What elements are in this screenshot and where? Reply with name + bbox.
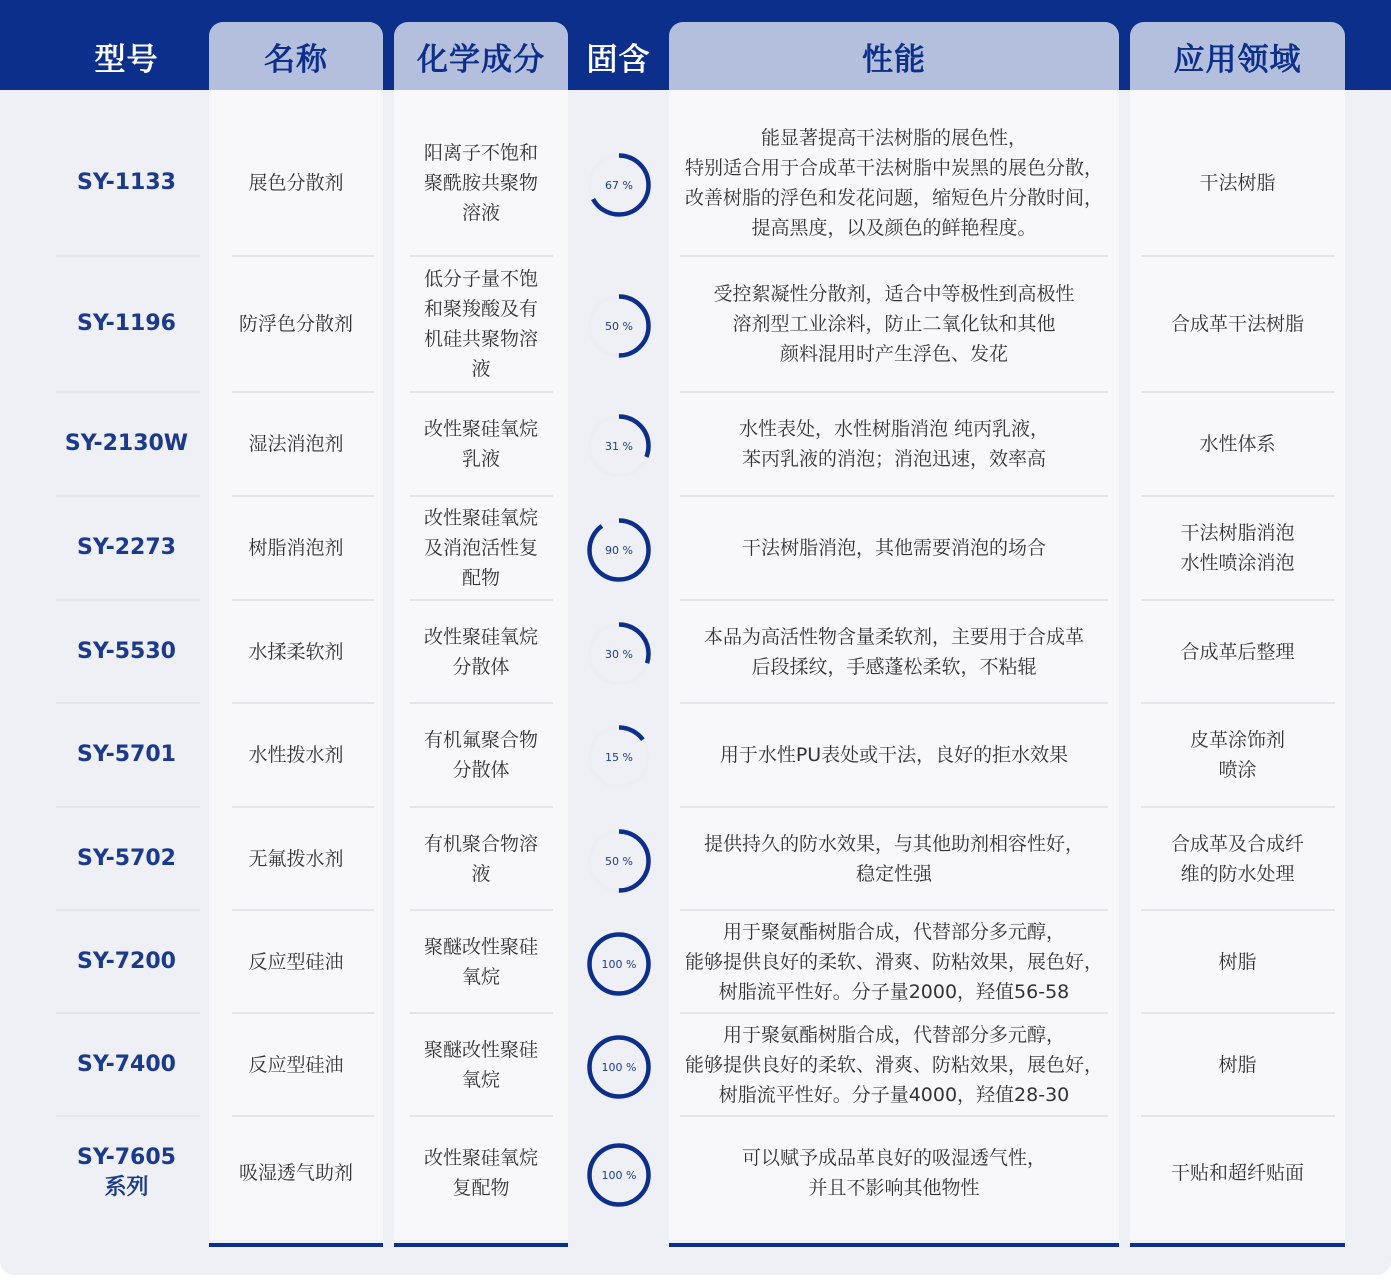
name-text: 水揉柔软剂: [248, 640, 344, 663]
solid-content-gauge: [587, 153, 651, 217]
performance-text: 可以赋予成品革良好的吸湿透气性， 并且不影响其他物性: [741, 1147, 1046, 1199]
cell-application: [1130, 807, 1345, 910]
application-text: 水性体系: [1199, 433, 1276, 455]
cell-chemistry: [394, 496, 568, 600]
application-text: 合成革后整理: [1180, 640, 1295, 663]
cell-model: [44, 600, 209, 703]
solid-content-gauge: [587, 294, 651, 358]
cell-application: [1130, 392, 1345, 496]
name-text: 湿法消泡剂: [248, 433, 344, 455]
solid-content-gauge: [587, 829, 651, 893]
cell-model: [44, 1013, 209, 1116]
cell-application: [1130, 1013, 1345, 1116]
cell-chemistry: [394, 256, 568, 392]
cell-name: [209, 110, 383, 256]
gauge-label: 67 %: [604, 179, 633, 192]
cell-model: [44, 256, 209, 392]
performance-text: 水性表处，水性树脂消泡 纯丙乳液， 苯丙乳液的消泡；消泡迅速，效率高: [738, 418, 1050, 470]
performance-text: 用于水性PU表处或干法，良好的拒水效果: [719, 744, 1069, 766]
gauge-label: 100 %: [601, 1060, 636, 1074]
cell-performance: [669, 600, 1119, 703]
header-chemistry: 化学成分: [394, 22, 568, 90]
application-text: 干法树脂消泡 水性喷涂消泡: [1180, 522, 1295, 574]
cell-application: [1130, 600, 1345, 703]
cell-model: [44, 110, 209, 256]
gauge-label: 30 %: [604, 647, 633, 661]
chemistry-text: 聚醚改性聚硅 氧烷: [423, 1038, 538, 1091]
cell-name: [209, 910, 383, 1013]
cell-name: [209, 256, 383, 392]
application-column-bottom-bar: [1130, 1243, 1345, 1247]
cell-performance: [669, 703, 1119, 807]
cell-name: [209, 392, 383, 496]
model-text: SY-5702: [77, 845, 176, 871]
header-performance: 性能: [669, 22, 1119, 90]
cell-application: [1130, 496, 1345, 600]
cell-chemistry: [394, 392, 568, 496]
application-text: 树脂: [1218, 1053, 1257, 1076]
cell-chemistry: [394, 600, 568, 703]
cell-name: [209, 600, 383, 703]
cell-performance: [669, 256, 1119, 392]
cell-name: [209, 1013, 383, 1116]
name-text: 水性拨水剂: [248, 744, 344, 766]
gauge-label: 31 %: [604, 440, 633, 453]
model-text: SY-7200: [77, 948, 176, 974]
solid-content-gauge: [587, 414, 651, 478]
chemistry-text: 有机聚合物溶 液: [423, 832, 538, 885]
cell-model: [44, 807, 209, 910]
cell-model: [44, 496, 209, 600]
gauge-label: 50 %: [604, 320, 633, 333]
gauge-label: 90 %: [604, 544, 633, 557]
cell-chemistry: [394, 1013, 568, 1116]
name-text: 反应型硅油: [248, 1053, 344, 1076]
cell-application: [1130, 110, 1345, 256]
gauge-label: 100 %: [601, 957, 636, 971]
cell-name: [209, 703, 383, 807]
cell-model: [44, 392, 209, 496]
name-text: 反应型硅油: [248, 950, 344, 973]
gauge-label: 100 %: [601, 1169, 636, 1182]
performance-text: 本品为高活性物含量柔软剂，主要用于合成革 后段揉纹，手感蓬松柔软，不粘辊: [703, 625, 1084, 678]
header-solid-content: 固含: [586, 41, 651, 78]
cell-name: [209, 496, 383, 600]
chemistry-text: 聚醚改性聚硅 氧烷: [423, 935, 538, 988]
application-text: 合成革干法树脂: [1170, 313, 1304, 335]
performance-text: 提供持久的防水效果，与其他助剂相容性好， 稳定性强: [703, 832, 1084, 885]
name-text: 树脂消泡剂: [248, 537, 344, 559]
application-text: 干法树脂: [1199, 172, 1276, 194]
solid-content-gauge: [587, 1143, 651, 1207]
performance-text: 干法树脂消泡，其他需要消泡的场合: [741, 537, 1046, 559]
model-text: SY-7400: [77, 1051, 176, 1077]
cell-performance: [669, 110, 1119, 256]
cell-chemistry: [394, 110, 568, 256]
cell-performance: [669, 392, 1119, 496]
performance-text: 受控絮凝性分散剂，适合中等极性到高极性 溶剂型工业涂料，防止二氧化钛和其他 颜料混用时产生浮色、发花: [713, 283, 1075, 365]
chemistry-text: 改性聚硅氧烷 复配物: [423, 1147, 538, 1199]
model-text: SY-5701: [77, 742, 176, 767]
performance-text: 能显著提高干法树脂的展色性， 特别适合用于合成革干法树脂中炭黑的展色分散， 改善树脂的浮色和发花问题，缩短色片分散时间， 提高黑度，以及颜色的鲜艳程度。: [684, 127, 1103, 239]
chemistry-text: 改性聚硅氧烷 及消泡活性复 配物: [423, 507, 538, 589]
header-application: 应用领域: [1130, 22, 1345, 90]
performance-text: 用于聚氨酯树脂合成，代替部分多元醇， 能够提供良好的柔软、滑爽、防粘效果，展色好， 树脂流平性好。分子量2000，羟值56-58: [684, 920, 1103, 1003]
application-text: 皮革涂饰剂 喷涂: [1189, 729, 1285, 781]
name-text: 吸湿透气助剂: [238, 1162, 353, 1184]
cell-name: [209, 807, 383, 910]
gauge-label: 15 %: [604, 751, 633, 764]
name-text: 展色分散剂: [248, 172, 344, 194]
cell-performance: [669, 1116, 1119, 1230]
cell-name: [209, 1116, 383, 1230]
model-text: SY-5530: [77, 638, 176, 664]
cell-application: [1130, 703, 1345, 807]
model-text: SY-2273: [77, 535, 176, 560]
solid-content-gauge: [587, 932, 651, 996]
model-text: SY-1196: [77, 311, 176, 336]
gauge-label: 50 %: [604, 854, 633, 868]
chemistry-text: 有机氟聚合物 分散体: [423, 729, 538, 781]
header-model: 型号: [94, 41, 159, 78]
cell-chemistry: [394, 703, 568, 807]
application-text: 干贴和超纤贴面: [1170, 1162, 1304, 1184]
name-text: 防浮色分散剂: [238, 313, 353, 335]
solid-content-gauge: [587, 518, 651, 582]
cell-performance: [669, 496, 1119, 600]
cell-application: [1130, 910, 1345, 1013]
chemistry-text: 改性聚硅氧烷 分散体: [423, 625, 538, 678]
application-text: 合成革及合成纤 维的防水处理: [1170, 832, 1304, 885]
chemistry-text: 改性聚硅氧烷 乳液: [423, 418, 538, 470]
performance-column-bottom-bar: [669, 1243, 1119, 1247]
model-text: SY-1133: [77, 170, 176, 195]
cell-performance: [669, 1013, 1119, 1116]
model-text: SY-7605 系列: [77, 1145, 176, 1200]
cell-application: [1130, 1116, 1345, 1230]
performance-text: 用于聚氨酯树脂合成，代替部分多元醇， 能够提供良好的柔软、滑爽、防粘效果，展色好， 树脂流平性好。分子量4000，羟值28-30: [684, 1023, 1103, 1106]
model-text: SY-2130W: [64, 431, 189, 456]
header-name: 名称: [209, 22, 383, 90]
cell-performance: [669, 910, 1119, 1013]
application-text: 树脂: [1218, 950, 1257, 973]
name-text: 无氟拨水剂: [248, 847, 344, 870]
cell-model: [44, 703, 209, 807]
solid-content-gauge: [587, 622, 651, 686]
cell-model: [44, 910, 209, 1013]
chemistry-text: 低分子量不饱 和聚羧酸及有 机硅共聚物溶 液: [423, 268, 538, 380]
cell-application: [1130, 256, 1345, 392]
cell-model: [44, 1116, 209, 1230]
solid-content-gauge: [587, 1035, 651, 1099]
cell-chemistry: [394, 910, 568, 1013]
cell-chemistry: [394, 807, 568, 910]
name-column-bottom-bar: [209, 1243, 383, 1247]
solid-content-gauge: [587, 725, 651, 789]
chemistry-text: 阳离子不饱和 聚酰胺共聚物 溶液: [423, 142, 538, 224]
chemistry-column-bottom-bar: [394, 1243, 568, 1247]
cell-chemistry: [394, 1116, 568, 1230]
cell-performance: [669, 807, 1119, 910]
